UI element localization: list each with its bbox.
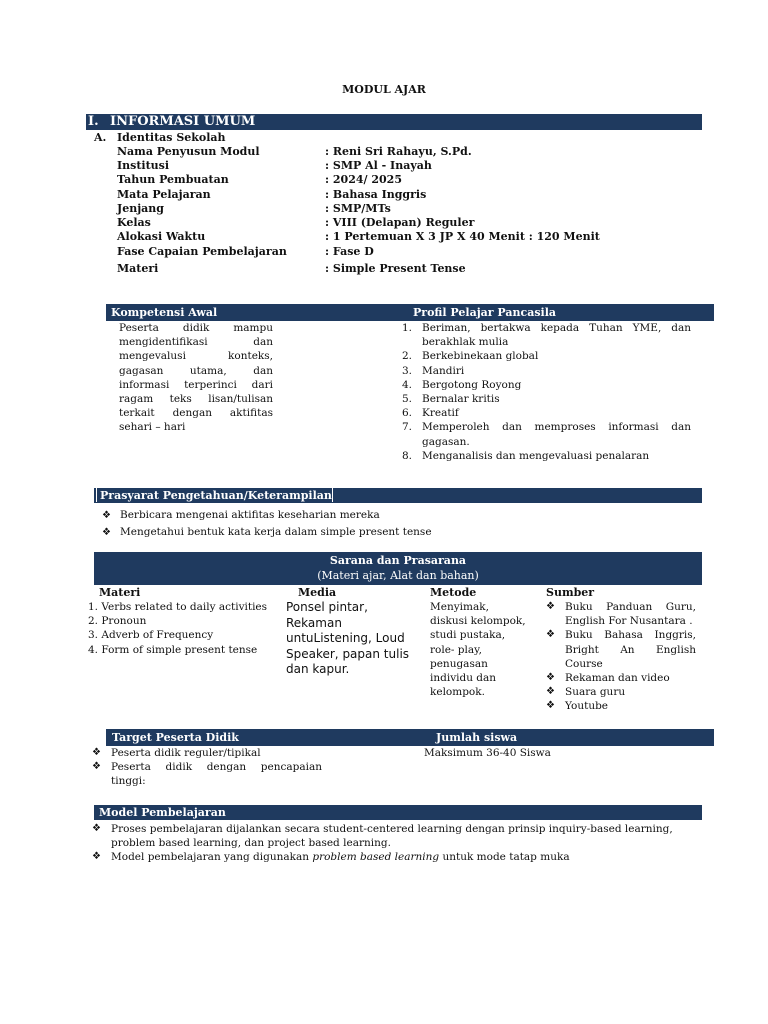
identity-value: : SMP Al - Inayah xyxy=(325,159,432,172)
list-item xyxy=(402,449,691,463)
text-line: Peserta didik reguler/tipikal xyxy=(111,747,261,759)
subsection-title: Identitas Sekolah xyxy=(117,131,226,144)
list-item-text: Berbicara mengenai aktifitas keseharian mereka xyxy=(120,509,380,521)
prasyarat-header xyxy=(94,488,702,503)
diamond-bullet-icon: ❖ xyxy=(92,851,101,863)
text-line: Bergotong Royong xyxy=(422,378,522,391)
list-item xyxy=(546,600,696,628)
sarana-subtitle: (Materi ajar, Alat dan bahan) xyxy=(317,569,479,582)
section-number: I. xyxy=(88,114,99,129)
list-item xyxy=(98,507,698,524)
list-item: 2. Pronoun xyxy=(88,615,147,628)
identity-label: Fase Capaian Pembelajaran xyxy=(117,245,287,258)
metode-text xyxy=(430,600,540,699)
sarana-header xyxy=(94,552,702,585)
text-line: Suara guru xyxy=(565,686,626,699)
text-line: problem based learning, dan project based learning. xyxy=(111,837,391,850)
text-line: Menyimak, xyxy=(430,601,489,613)
identity-value: : 1 Pertemuan X 3 JP X 40 Menit : 120 Menit xyxy=(325,230,600,243)
text-line: ragam teks lisan/tulisan xyxy=(119,393,273,406)
list-number: 7. xyxy=(402,421,413,434)
text-line: Buku Panduan Guru, xyxy=(565,601,696,613)
list-item xyxy=(402,349,691,363)
column-header-metode: Metode xyxy=(430,586,477,599)
identity-label: Mata Pelajaran xyxy=(117,188,211,201)
kompetensi-awal-text xyxy=(119,321,273,435)
diamond-bullet-icon: ❖ xyxy=(546,686,555,698)
text-segment: Model pembelajaran yang digunakan xyxy=(111,851,313,864)
diamond-bullet-icon: ❖ xyxy=(102,510,111,521)
identity-value: : VIII (Delapan) Reguler xyxy=(325,216,475,229)
text-line: Mandiri xyxy=(422,364,465,377)
list-item xyxy=(92,822,712,850)
identity-value: : SMP/MTs xyxy=(325,202,391,215)
identitas-sekolah-heading xyxy=(94,131,394,145)
identity-value: : 2024/ 2025 xyxy=(325,173,402,186)
target-header xyxy=(106,729,714,746)
text-line: Rekaman dan video xyxy=(565,672,670,685)
text-line: informasi terperinci dari xyxy=(119,378,273,391)
section-informasi-umum-header xyxy=(86,114,702,130)
text-line: Rekaman xyxy=(286,615,342,630)
text-line: kelompok. xyxy=(430,686,485,699)
text-line: English For Nusantara . xyxy=(565,615,693,628)
text-line: role- play, xyxy=(430,643,483,656)
text-line: individu dan xyxy=(430,672,497,685)
list-number: 5. xyxy=(402,393,413,406)
text-line: Bright An English xyxy=(565,643,696,656)
text-line: gagasan utama, dan xyxy=(119,364,273,377)
list-item xyxy=(402,406,691,420)
text-line: Ponsel pintar, xyxy=(286,600,368,614)
list-item xyxy=(402,420,691,448)
identity-label: Materi xyxy=(117,262,159,275)
list-item-text: Mengetahui bentuk kata kerja dalam simple present tense xyxy=(120,526,432,538)
identity-label: Nama Penyusun Modul xyxy=(117,145,260,158)
text-emphasis: problem based learning xyxy=(312,851,440,864)
identity-value: : Reni Sri Rahayu, S.Pd. xyxy=(325,145,472,158)
list-item: 4. Form of simple present tense xyxy=(88,643,258,656)
identity-label: Kelas xyxy=(117,216,151,229)
identity-value: : Bahasa Inggris xyxy=(325,188,427,201)
list-item xyxy=(402,378,691,392)
text-line: Course xyxy=(565,657,603,670)
list-item xyxy=(92,760,322,788)
text-line: Beriman, bertakwa kepada Tuhan YME, dan xyxy=(422,322,691,334)
column-header-materi: Materi xyxy=(99,586,141,599)
diamond-bullet-icon: ❖ xyxy=(546,601,555,612)
list-number: 6. xyxy=(402,407,413,420)
text-line: Bernalar kritis xyxy=(422,393,500,406)
list-item xyxy=(92,850,712,864)
model-list xyxy=(92,822,712,865)
profil-pelajar-list xyxy=(402,321,691,463)
text-line: Memperoleh dan memproses informasi dan xyxy=(422,421,691,434)
text-line: untuListening, Loud xyxy=(286,631,405,645)
column-header-media: Media xyxy=(298,586,337,599)
list-number: 8. xyxy=(402,449,413,462)
text-line: mengevalusi konteks, xyxy=(119,350,273,363)
materi-list xyxy=(88,600,288,657)
text-line: diskusi kelompok, xyxy=(430,615,526,628)
sarana-title: Sarana dan Prasarana xyxy=(329,554,467,567)
text-line: studi pustaka, xyxy=(430,629,506,642)
diamond-bullet-icon: ❖ xyxy=(92,823,101,834)
list-item xyxy=(402,321,691,349)
prasyarat-list xyxy=(98,507,698,541)
profil-pelajar-header: Profil Pelajar Pancasila xyxy=(413,306,557,319)
list-item xyxy=(402,392,691,406)
diamond-bullet-icon: ❖ xyxy=(102,527,111,538)
text-line: Peserta didik mampu xyxy=(119,322,273,334)
list-item xyxy=(402,364,691,378)
section-title: INFORMASI UMUM xyxy=(110,114,256,129)
text-line: tinggi: xyxy=(111,775,146,788)
kompetensi-profil-header xyxy=(106,304,714,321)
text-line: Peserta didik dengan pencapaian xyxy=(111,761,322,774)
identity-label: Jenjang xyxy=(117,202,164,215)
text-line: sehari – hari xyxy=(119,421,186,434)
list-number: 3. xyxy=(402,364,413,377)
text-line: gagasan. xyxy=(422,435,470,448)
prasyarat-header-label: Prasyarat Pengetahuan/Keterampilan xyxy=(96,488,333,502)
media-text xyxy=(286,600,421,678)
diamond-bullet-icon: ❖ xyxy=(546,672,555,684)
text-line: Speaker, papan tulis xyxy=(286,646,410,661)
jumlah-siswa-header: Jumlah siswa xyxy=(436,731,518,744)
list-item xyxy=(546,671,696,685)
subsection-letter: A. xyxy=(94,131,107,144)
list-number: 1. xyxy=(402,322,413,334)
text-line: penugasan xyxy=(430,657,488,670)
diamond-bullet-icon: ❖ xyxy=(92,747,101,758)
column-header-sumber: Sumber xyxy=(546,586,595,599)
text-line: terkait dengan aktifitas xyxy=(119,407,273,420)
list-number: 2. xyxy=(402,350,413,363)
identity-value: : Simple Present Tense xyxy=(325,262,466,275)
text-line: berakhlak mulia xyxy=(422,336,509,349)
text-line: Kreatif xyxy=(422,407,459,420)
list-item xyxy=(98,524,698,541)
text-line: dan kapur. xyxy=(286,662,350,676)
list-item: 1. Verbs related to daily activities xyxy=(88,601,268,613)
diamond-bullet-icon: ❖ xyxy=(92,761,101,773)
text-line: Youtube xyxy=(565,700,609,713)
diamond-bullet-icon: ❖ xyxy=(546,629,555,641)
text-line: mengidentifikasi dan xyxy=(119,336,273,349)
list-item: 3. Adverb of Frequency xyxy=(88,629,214,642)
model-header-label: Model Pembelajaran xyxy=(99,806,226,819)
target-list xyxy=(92,746,322,789)
text-line: Proses pembelajaran dijalankan secara student-centered learning dengan prinsip inquiry-based learning, xyxy=(111,823,673,835)
diamond-bullet-icon: ❖ xyxy=(546,700,555,712)
model-header xyxy=(94,805,702,820)
sumber-list xyxy=(546,600,696,714)
target-peserta-header: Target Peserta Didik xyxy=(112,731,239,744)
document-title: MODUL AJAR xyxy=(342,83,426,96)
list-item xyxy=(546,685,696,699)
identity-label: Alokasi Waktu xyxy=(117,230,206,243)
kompetensi-awal-header: Kompetensi Awal xyxy=(111,306,218,319)
text-segment: untuk mode tatap muka xyxy=(439,851,570,864)
list-item xyxy=(546,699,696,713)
text-line: Menganalisis dan mengevaluasi penalaran xyxy=(422,449,650,462)
text-line: Buku Bahasa Inggris, xyxy=(565,629,696,642)
text-line: Berkebinekaan global xyxy=(422,350,539,363)
list-item xyxy=(92,746,322,760)
identity-label: Tahun Pembuatan xyxy=(117,173,229,186)
jumlah-siswa-value: Maksimum 36-40 Siswa xyxy=(424,747,551,759)
identity-value: : Fase D xyxy=(325,245,374,258)
list-item xyxy=(546,628,696,671)
list-number: 4. xyxy=(402,378,413,391)
identity-label: Institusi xyxy=(117,159,170,172)
